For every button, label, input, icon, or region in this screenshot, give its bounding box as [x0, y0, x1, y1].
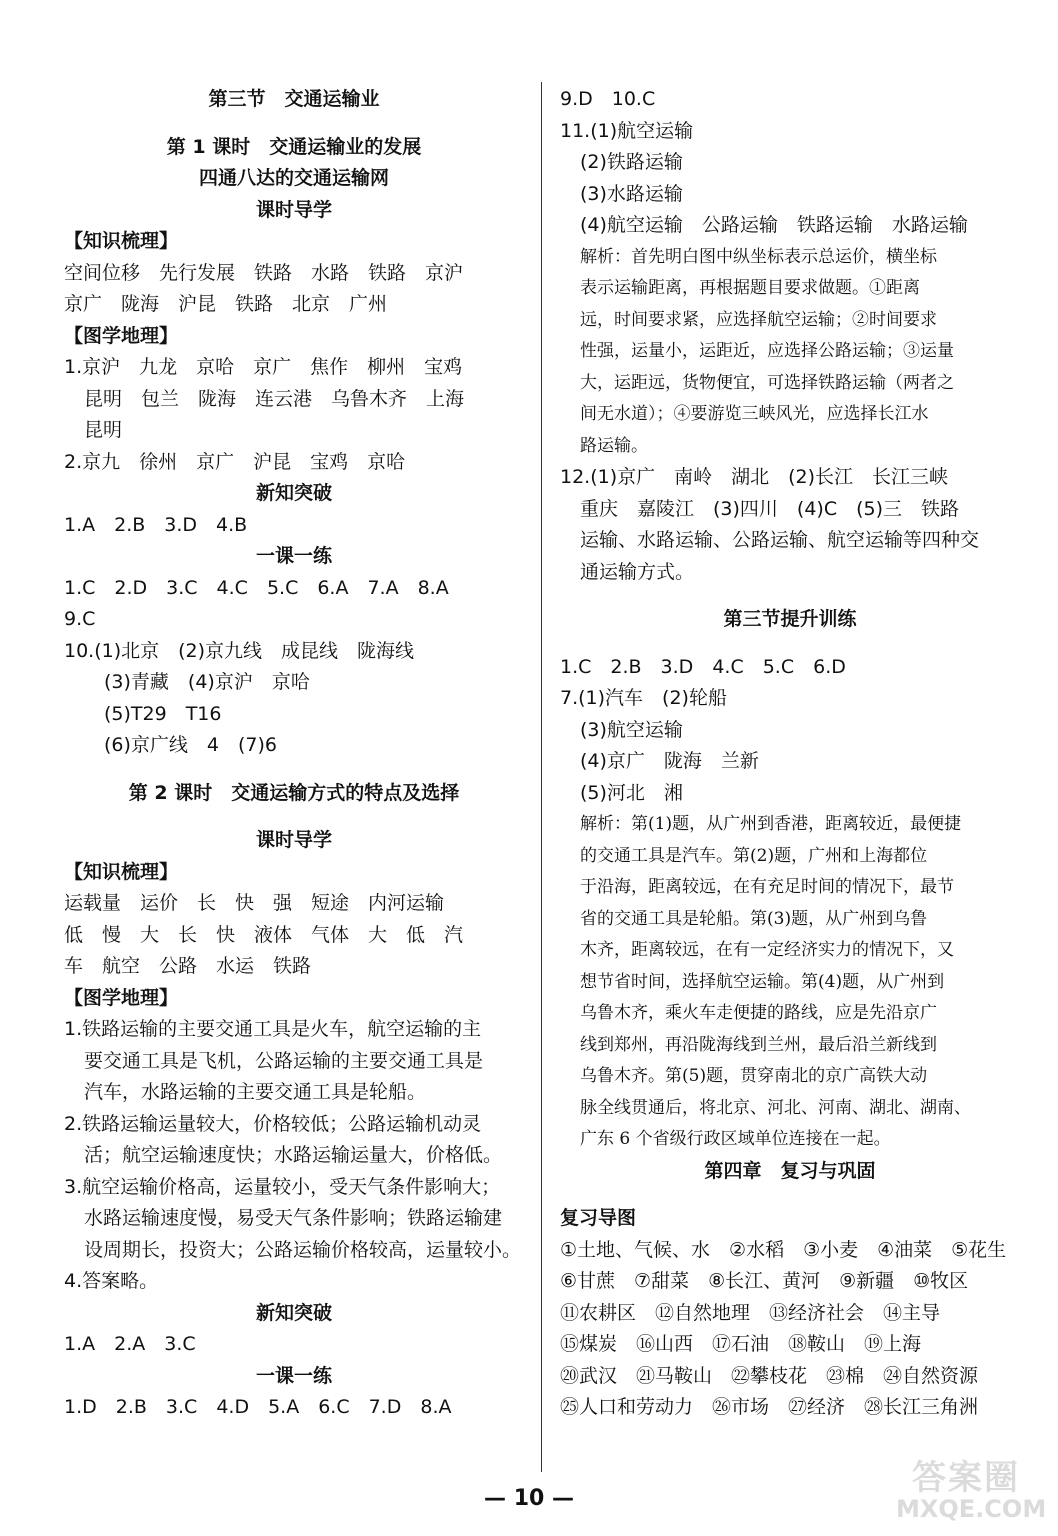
text-line: 昆明 包兰 陇海 连云港 乌鲁木齐 上海	[84, 387, 465, 410]
text-line: ㉕人口和劳动力 ㉖市场 ㉗经济 ㉘长江三角洲	[560, 1396, 979, 1418]
text-line: ⑥甘蔗 ⑦甜菜 ⑧长江、黄河 ⑨新疆 ⑩牧区	[560, 1270, 969, 1292]
text-line: 广东 6 个省级行政区域单位连接在一起。	[580, 1129, 891, 1149]
section-heading: 四通八达的交通运输网	[198, 167, 389, 189]
text-line: 大，运距远，货物便宜，可选择铁路运输（两者之	[580, 372, 954, 393]
text-line: (6)京广线 4 (7)6	[104, 734, 278, 756]
spacer	[560, 636, 1020, 652]
text-line: 要交通工具是飞机，公路运输的主要交通工具是	[84, 1049, 484, 1072]
text-line: 11.(1)航空运输	[560, 119, 694, 142]
text-line: 【知识梳理】	[64, 860, 179, 883]
text-line: (4)航空运输 公路运输 铁路运输 水路运输	[580, 214, 968, 236]
text-line: (3)航空运输	[580, 718, 683, 741]
text-line: 2.京九 徐州 京广 沪昆 宝鸡 京哈	[64, 450, 406, 473]
text-line: 想节省时间，选择航空运输。第(4)题，从广州到	[580, 971, 945, 992]
text-line: ⑮煤炭 ⑯山西 ⑰石油 ⑱鞍山 ⑲上海	[560, 1333, 922, 1355]
left-column	[64, 84, 524, 1424]
text-line: 通运输方式。	[580, 560, 695, 583]
text-line: 低 慢 大 长 快 液体 气体 大 低 汽	[64, 923, 464, 946]
text-line: 9.D 10.C	[560, 88, 656, 110]
text-line: 9.C	[64, 608, 96, 630]
text-line: 【图学地理】	[64, 986, 179, 1009]
text-line: 性强，运量小，运距近，应选择公路运输；③运量	[580, 341, 954, 361]
text-line: 1.C 2.B 3.D 4.C 5.C 6.D	[560, 655, 846, 678]
column-divider	[541, 82, 542, 1472]
text-line: 7.(1)汽车 (2)轮船	[560, 687, 727, 709]
section-heading: 第四章 复习与巩固	[704, 1159, 876, 1182]
spacer	[560, 1187, 1020, 1203]
text-line: ⑳武汉 ㉑马鞍山 ㉒攀枝花 ㉓棉 ㉔自然资源	[560, 1364, 979, 1387]
text-line: 路运输。	[580, 435, 648, 456]
text-line: 设周期长，投资大；公路运输价格较高，运量较小。	[84, 1238, 522, 1261]
section-heading: 一课一练	[255, 545, 332, 567]
watermark-top-text: 答案圈	[912, 1458, 1020, 1498]
text-line: 活；航空运输速度快；水路运输运量大，价格低。	[84, 1144, 503, 1166]
text-line: 【知识梳理】	[64, 230, 179, 252]
spacer	[64, 116, 524, 132]
text-line: 2.铁路运输运量较大，价格较低；公路运输机动灵	[64, 1112, 482, 1135]
text-line: (4)京广 陇海 兰新	[580, 750, 759, 772]
text-line: 1.C 2.D 3.C 4.C 5.C 6.A 7.A 8.A	[64, 576, 449, 599]
text-line: 1.A 2.A 3.C	[64, 1333, 196, 1355]
text-line: 1.A 2.B 3.D 4.B	[64, 513, 248, 536]
text-line: 京广 陇海 沪昆 铁路 北京 广州	[64, 293, 388, 315]
spacer	[560, 588, 1020, 604]
text-line: 车 航空 公路 水运 铁路	[64, 955, 312, 977]
text-line: (2)铁路运输	[580, 151, 683, 173]
text-line: 汽车，水路运输的主要交通工具是轮船。	[84, 1081, 427, 1103]
watermark-bottom-text: MXQE.COM	[896, 1495, 1047, 1523]
text-line: 表示运输距离，再根据题目要求做题。①距离	[580, 278, 920, 298]
text-line: 12.(1)京广 南岭 湖北 (2)长江 长江三峡	[560, 466, 949, 488]
text-line: 解析：首先明白图中纵坐标表示总运价，横坐标	[580, 246, 937, 267]
text-line: 远，时间要求紧，应选择航空运输；②时间要求	[580, 309, 937, 330]
spacer	[64, 809, 524, 825]
text-line: 4.答案略。	[64, 1270, 159, 1292]
section-heading: 课时导学	[255, 829, 332, 851]
text-line: 间无水道）；④要游览三峡风光，应选择长江水	[580, 404, 929, 424]
text-line: 重庆 嘉陵江 (3)四川 (4)C (5)三 铁路	[580, 497, 960, 520]
text-line: 运输、水路运输、公路运输、航空运输等四种交	[580, 529, 980, 551]
spacer	[64, 762, 524, 778]
section-heading: 课时导学	[255, 198, 332, 221]
text-line: ①土地、气候、水 ②水稻 ③小麦 ④油菜 ⑤花生	[560, 1238, 1007, 1261]
text-line: 解析：第(1)题，从广州到香港，距离较近，最便捷	[580, 814, 962, 834]
text-line: ⑪农耕区 ⑫自然地理 ⑬经济社会 ⑭主导	[560, 1301, 941, 1324]
text-line: 木齐，距离较远，在有一定经济实力的情况下，又	[580, 940, 954, 960]
section-heading: 第三节提升训练	[723, 608, 857, 630]
watermark-logo	[896, 1458, 1047, 1524]
text-line: (5)T29 T16	[104, 702, 222, 725]
text-line: 乌鲁木齐，乘火车走便捷的路线，应是先沿京广	[580, 1003, 937, 1023]
text-line: 线到郑州，再沿陇海线到兰州，最后沿兰新线到	[580, 1034, 937, 1055]
text-line: 的交通工具是汽车。第(2)题，广州和上海都位	[580, 845, 928, 866]
text-line: 空间位移 先行发展 铁路 水路 铁路 京沪	[64, 261, 464, 284]
page-number: — 10 —	[484, 1486, 574, 1511]
text-line: 【图学地理】	[64, 324, 179, 347]
text-line: 1.D 2.B 3.C 4.D 5.A 6.C 7.D 8.A	[64, 1396, 452, 1418]
text-line: 于沿海，距离较远，在有充足时间的情况下，最节	[580, 877, 954, 897]
text-line: 昆明	[84, 419, 123, 441]
text-line: (3)水路运输	[580, 182, 683, 205]
section-heading: 第 2 课时 交通运输方式的特点及选择	[128, 781, 460, 804]
text-line: 水路运输速度慢，易受天气条件影响；铁路运输建	[84, 1207, 503, 1229]
text-line: 省的交通工具是轮船。第(3)题，从广州到乌鲁	[580, 908, 928, 929]
text-line: (3)青藏 (4)京沪 京哈	[104, 671, 310, 693]
text-line: (5)河北 湘	[580, 781, 683, 804]
section-heading: 第 1 课时 交通运输业的发展	[166, 135, 422, 158]
section-heading: 新知突破	[255, 1301, 332, 1324]
section-heading: 一课一练	[255, 1364, 332, 1387]
text-line: 脉全线贯通后，将北京、河北、河南、湖北、湖南、	[580, 1097, 971, 1118]
text-line: 1.京沪 九龙 京哈 京广 焦作 柳州 宝鸡	[64, 356, 463, 378]
text-line: 乌鲁木齐。第(5)题，贯穿南北的京广高铁大动	[580, 1066, 928, 1086]
right-column	[560, 84, 1020, 1424]
section-heading: 新知突破	[255, 482, 332, 504]
text-line: 复习导图	[560, 1207, 637, 1229]
text-line: 10.(1)北京 (2)京九线 成昆线 陇海线	[64, 639, 415, 662]
text-line: 1.铁路运输的主要交通工具是火车，航空运输的主	[64, 1018, 482, 1040]
text-line: 3.航空运输价格高，运量较小，受天气条件影响大；	[64, 1175, 501, 1198]
text-line: 运载量 运价 长 快 强 短途 内河运输	[64, 892, 445, 914]
section-heading: 第三节 交通运输业	[208, 88, 380, 110]
